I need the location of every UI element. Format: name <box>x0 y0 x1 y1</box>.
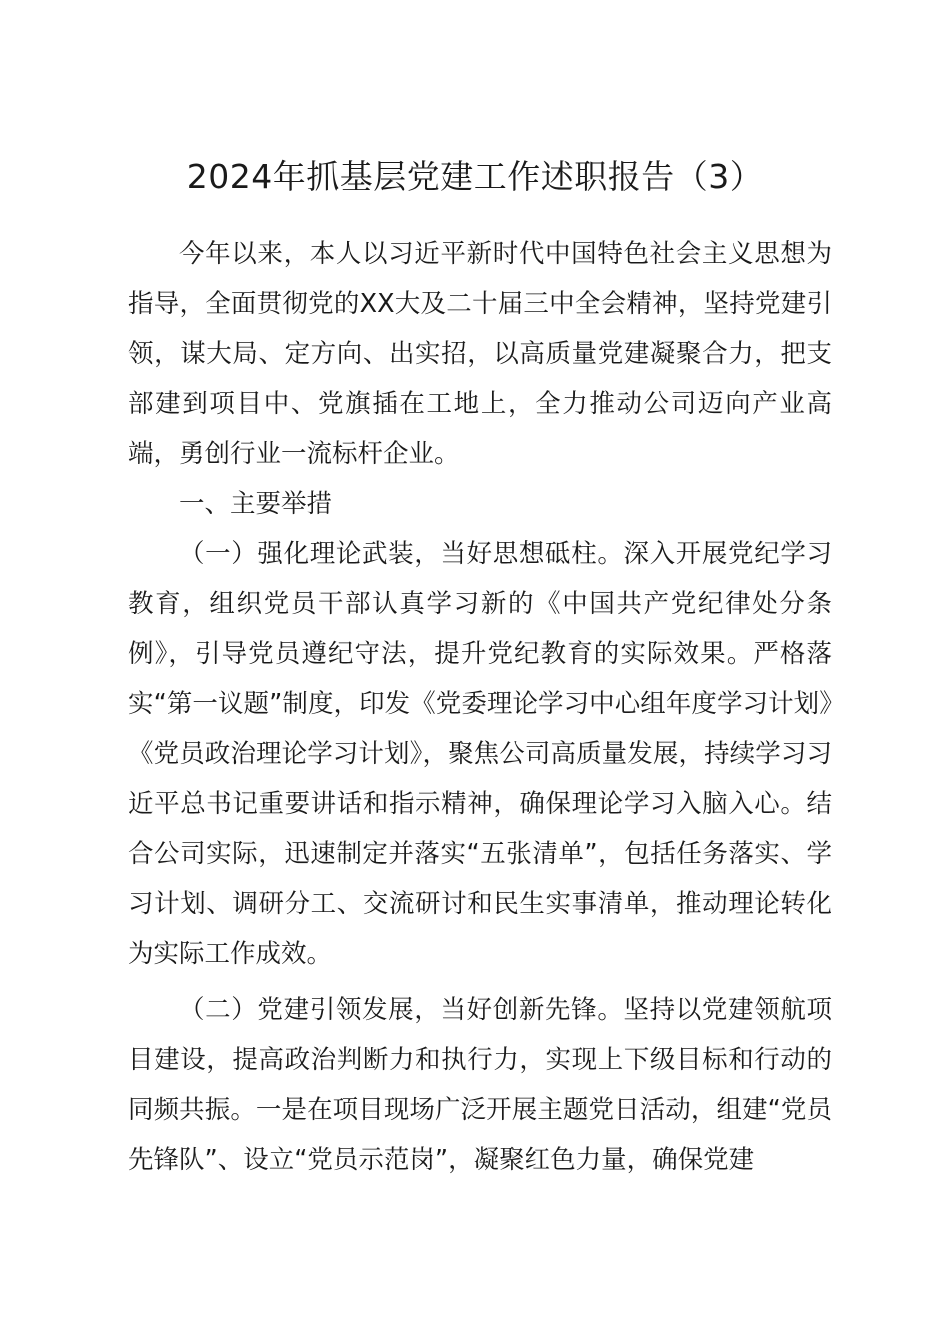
paragraph-2: （二）党建引领发展，当好创新先锋。坚持以党建领航项目建设，提高政治判断力和执行力，实现上下级目标和行动的同频共振。一是在项目现场广泛开展主题党日活动，组建“党员先锋队”、设立“党员示范岗”，凝聚红色力量，确保党建 <box>128 995 832 1175</box>
section-heading: 一、主要举措 <box>179 489 333 519</box>
intro-paragraph: 今年以来，本人以习近平新时代中国特色社会主义思想为指导，全面贯彻党的XX大及二十届三中全会精神，坚持党建引领，谋大局、定方向、出实招，以高质量党建凝聚合力，把支部建到项目中、党旗插在工地上，全力推动公司迈向产业高端，勇创行业一流标杆企业。 <box>128 239 832 469</box>
document-title: 2024年抓基层党建工作述职报告（3） <box>186 157 764 196</box>
document-body <box>128 229 832 1185</box>
paragraph-1: （一）强化理论武装，当好思想砥柱。深入开展党纪学习教育，组织党员干部认真学习新的《中国共产党纪律处分条例》，引导党员遵纪守法，提升党纪教育的实际效果。严格落实“第一议题”制度，印发《党委理论学习中心组年度学习计划》《党员政治理论学习计划》，聚焦公司高质量发展，持续学习习近平总书记重要讲话和指示精神，确保理论学习入脑入心。结合公司实际，迅速制定并落实“五张清单”，包括任务落实、学习计划、调研分工、交流研讨和民生实事清单，推动理论转化为实际工作成效。 <box>128 539 832 969</box>
